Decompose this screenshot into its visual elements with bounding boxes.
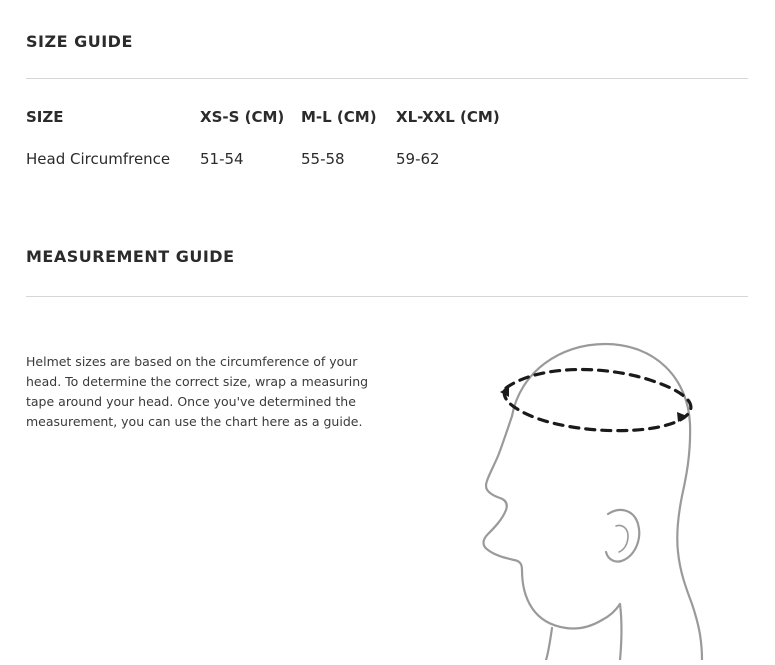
- divider-top: [26, 78, 748, 79]
- column-header-xl-xxl: XL-XXL (CM): [396, 108, 500, 126]
- divider-middle: [26, 296, 748, 297]
- column-header-m-l: M-L (CM): [301, 108, 377, 126]
- cell-xs-s-value: 51-54: [200, 150, 244, 168]
- tape-measure-path: [504, 370, 691, 431]
- measurement-guide-paragraph: Helmet sizes are based on the circumference of your head. To determine the correct size, wrap a measuring tape around your head. Once you've determined the measurement, you can use the chart here as a guide.: [26, 353, 369, 429]
- cell-m-l-value: 55-58: [301, 150, 345, 168]
- size-chart-table: [26, 108, 748, 168]
- table-header-row: [26, 108, 748, 150]
- row-label-head-circumference: Head Circumfrence: [26, 150, 171, 168]
- size-guide-heading: SIZE GUIDE: [26, 32, 133, 51]
- tape-measure-endpoints: [500, 387, 687, 422]
- column-header-size: SIZE: [26, 108, 64, 126]
- cell-xl-xxl-value: 59-62: [396, 150, 440, 168]
- table-row: [26, 150, 748, 168]
- column-header-xs-s: XS-S (CM): [200, 108, 285, 126]
- head-profile-icon: [440, 320, 760, 660]
- measurement-guide-heading: MEASUREMENT GUIDE: [26, 247, 235, 266]
- head-profile-measurement-diagram: [440, 320, 760, 660]
